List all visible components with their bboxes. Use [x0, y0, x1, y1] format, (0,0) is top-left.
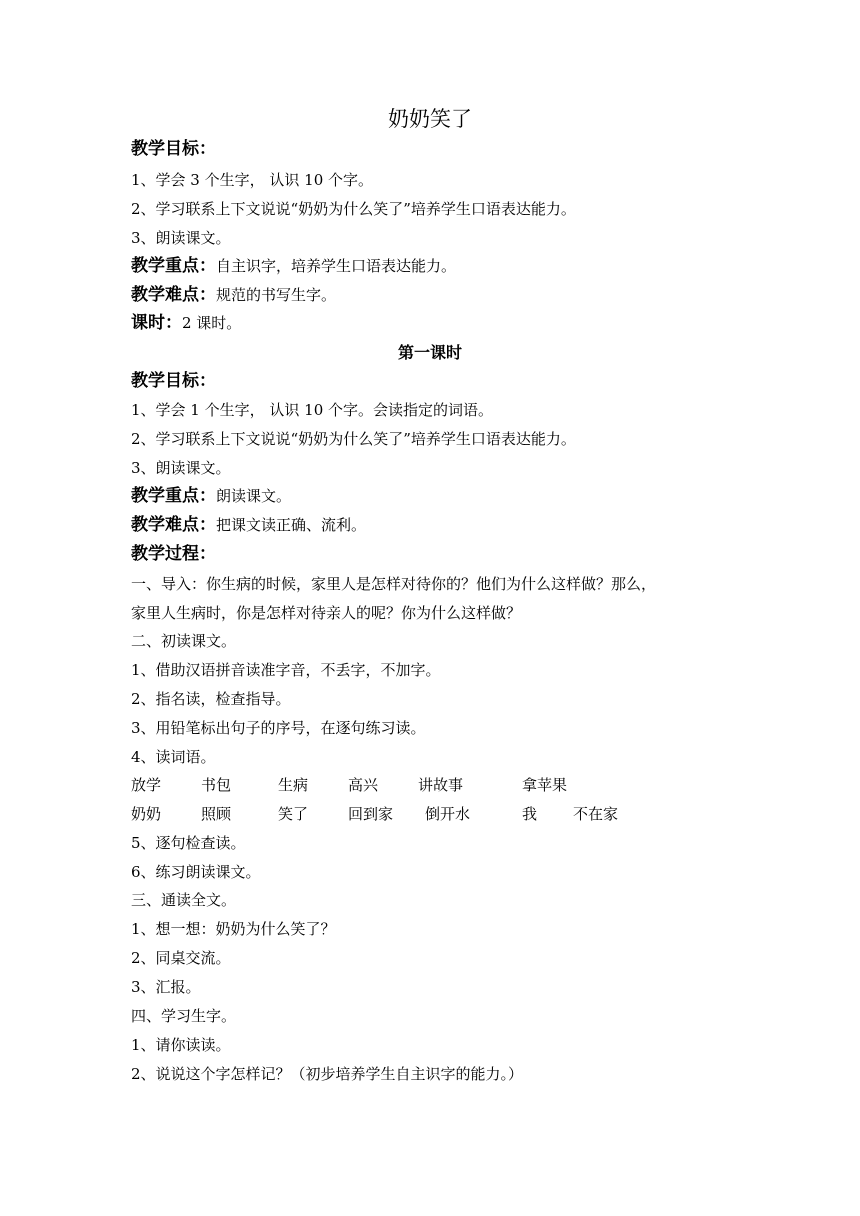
lesson-heading: 第一课时: [397, 343, 462, 362]
process-line: 家里人生病时，你是怎样对待亲人的呢？你为什么这样做？: [131, 604, 522, 622]
process-line: 2、同桌交流。: [131, 949, 231, 967]
focus-heading: 教学重点：: [131, 256, 216, 276]
document-title: 奶奶笑了: [388, 107, 472, 131]
goals-heading: 教学目标：: [131, 371, 216, 391]
process-line: 二、初读课文。: [131, 632, 237, 650]
process-line: 一、导入：你生病的时候，家里人是怎样对待你的？他们为什么这样做？那么，: [131, 575, 657, 593]
process-line: 四、学习生字。: [131, 1007, 237, 1025]
process-line: 1、想一想：奶奶为什么笑了？: [131, 920, 336, 938]
vocabulary-word: 照顾: [201, 805, 232, 823]
vocabulary-row: [131, 775, 731, 795]
vocabulary-word: 不在家: [573, 805, 619, 823]
goal-line: 2、学习联系上下文说说“奶奶为什么笑了”培养学生口语表达能力。: [131, 430, 576, 448]
vocabulary-word: 倒开水: [425, 805, 471, 823]
focus-heading: 教学重点：: [131, 486, 216, 506]
difficulty-line: [131, 515, 366, 535]
vocabulary-word: 我: [522, 805, 538, 823]
process-heading: 教学过程：: [131, 544, 216, 564]
process-line: 3、汇报。: [131, 978, 201, 996]
process-line: 三、通读全文。: [131, 891, 237, 909]
process-line: 3、用铅笔标出句子的序号，在逐句练习读。: [131, 719, 426, 737]
vocabulary-word: 讲故事: [418, 776, 464, 794]
hours-heading: 课时：: [131, 313, 182, 333]
vocabulary-word: 拿苹果: [522, 776, 568, 794]
process-line: 1、请你读读。: [131, 1036, 231, 1054]
process-line: 4、读词语。: [131, 748, 216, 766]
vocabulary-word: 笑了: [278, 805, 309, 823]
vocabulary-word: 放学: [131, 776, 162, 794]
goal-line: 2、学习联系上下文说说“奶奶为什么笑了”培养学生口语表达能力。: [131, 200, 576, 218]
goal-line: 1、学会 1 个生字， 认识 10 个字。会读指定的词语。: [131, 401, 494, 419]
difficulty-text: 把课文读正确、流利。: [216, 516, 367, 534]
goal-line: 3、朗读课文。: [131, 459, 231, 477]
hours-text: 2 课时。: [182, 314, 242, 332]
process-line: 1、借助汉语拼音读准字音，不丢字，不加字。: [131, 661, 441, 679]
focus-line: [131, 486, 291, 506]
goal-line: 3、朗读课文。: [131, 229, 231, 247]
goal-line: 1、学会 3 个生字， 认识 10 个字。: [131, 171, 374, 189]
vocabulary-word: 生病: [278, 776, 309, 794]
process-line: 5、逐句检查读。: [131, 834, 246, 852]
difficulty-text: 规范的书写生字。: [216, 286, 337, 304]
goals-heading: 教学目标：: [131, 139, 216, 159]
difficulty-line: [131, 285, 336, 305]
focus-text: 朗读课文。: [216, 487, 292, 505]
vocabulary-word: 高兴: [348, 776, 379, 794]
difficulty-heading: 教学难点：: [131, 515, 216, 535]
vocabulary-word: 回到家: [348, 805, 394, 823]
vocabulary-word: 书包: [201, 776, 232, 794]
focus-line: [131, 256, 456, 276]
difficulty-heading: 教学难点：: [131, 285, 216, 305]
process-line: 6、练习朗读课文。: [131, 863, 261, 881]
vocabulary-row: [131, 804, 731, 824]
process-line: 2、指名读，检查指导。: [131, 690, 291, 708]
hours-line: [131, 313, 241, 333]
process-line: 2、说说这个字怎样记？（初步培养学生自主识字的能力。）: [131, 1065, 524, 1083]
vocabulary-word: 奶奶: [131, 805, 162, 823]
focus-text: 自主识字，培养学生口语表达能力。: [216, 257, 457, 275]
